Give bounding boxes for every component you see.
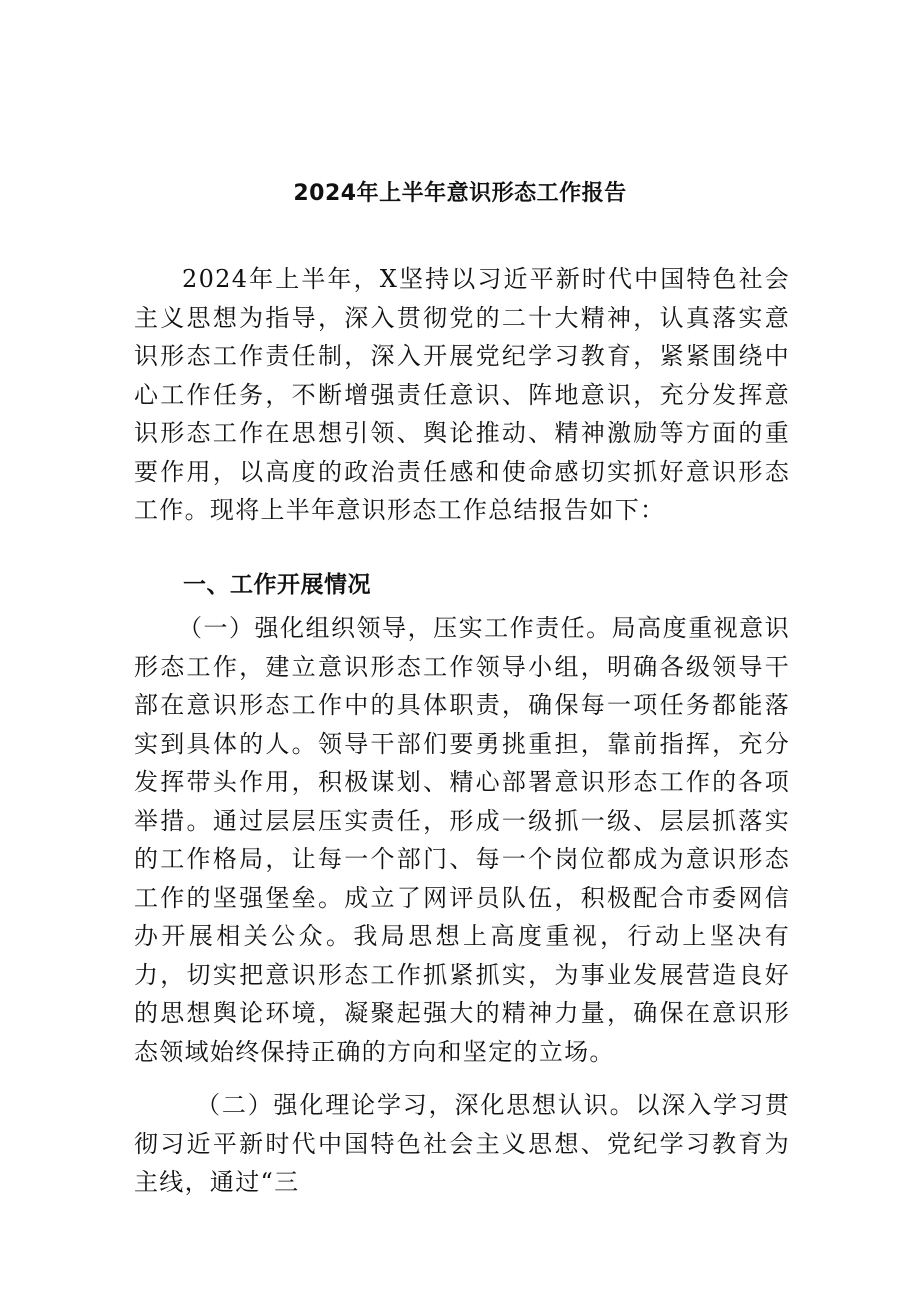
section-heading-work-progress: 一、工作开展情况 <box>183 572 371 598</box>
document-title: 2024年上半年意识形态工作报告 <box>293 181 627 206</box>
paragraph-theory-study: （二）强化理论学习，深化思想认识。以深入学习贯彻习近平新时代中国特色社会主义思想、党纪学习教育为主线，通过“三 <box>134 1091 790 1196</box>
paragraph-organization-leadership: （一）强化组织领导，压实工作责任。局高度重视意识形态工作，建立意识形态工作领导小组，明确各级领导干部在意识形态工作中的具体职责，确保每一项任务都能落实到具体的人。领导干部们要勇挑重担，靠前指挥，充分发挥带头作用，积极谋划、精心部署意识形态工作的各项举措。通过层层压实责任，形成一级抓一级、层层抓落实的工作格局，让每一个部门、每一个岗位都成为意识形态工作的坚强堡垒。成立了网评员队伍，积极配合市委网信办开展相关公众。我局思想上高度重视，行动上坚决有力，切实把意识形态工作抓紧抓实，为事业发展营造良好的思想舆论环境，凝聚起强大的精神力量，确保在意识形态领域始终保持正确的方向和坚定的立场。 <box>134 614 790 1066</box>
intro-paragraph: 2024年上半年，X坚持以习近平新时代中国特色社会主义思想为指导，深入贯彻党的二十大精神，认真落实意识形态工作责任制，深入开展党纪学习教育，紧紧围绕中心工作任务，不断增强责任意识、阵地意识，充分发挥意识形态工作在思想引领、舆论推动、精神激励等方面的重要作用，以高度的政治责任感和使命感切实抓好意识形态工作。现将上半年意识形态工作总结报告如下： <box>134 265 790 524</box>
